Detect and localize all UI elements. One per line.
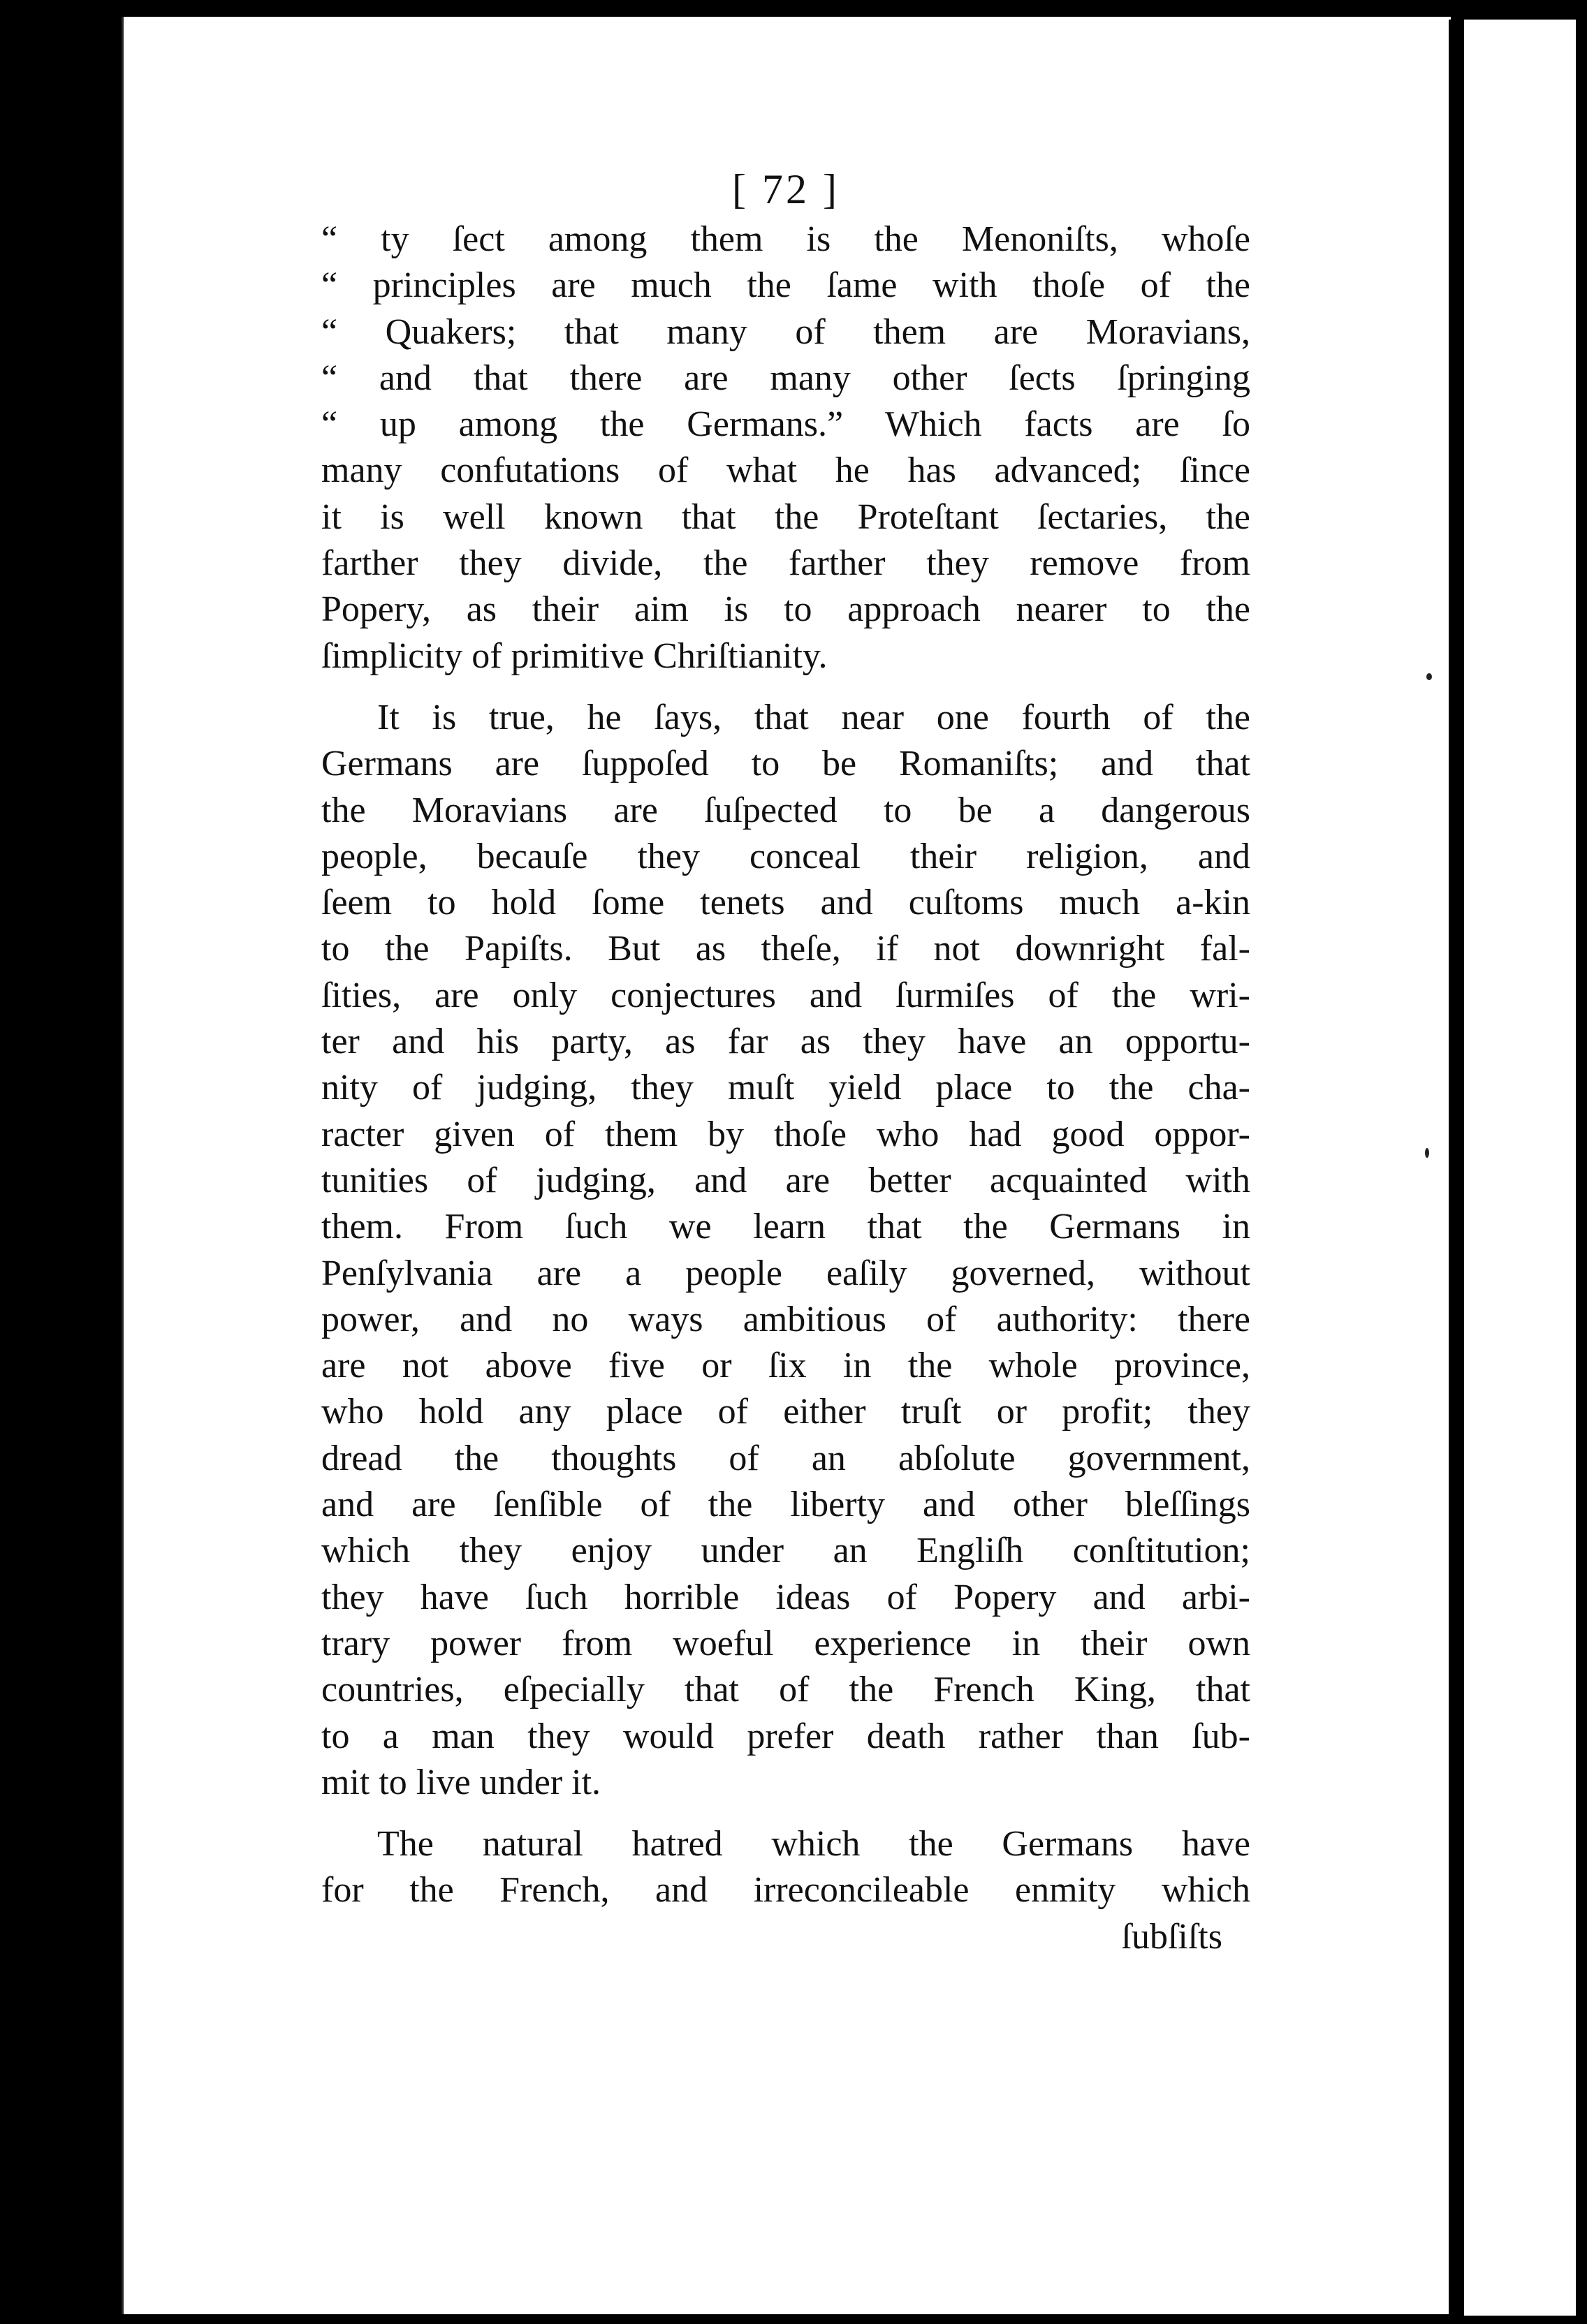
text-line: Penſylvania are a people eaſily governed, without — [321, 1253, 1250, 1293]
text-line: dread the thoughts of an abſolute government, — [321, 1438, 1250, 1478]
paragraph-gap — [321, 679, 1250, 695]
text-line: which they enjoy under an Engliſh conſtitution; — [321, 1531, 1250, 1571]
text-line: “ ty ſect among them is the Menoniſts, whoſe — [321, 219, 1250, 259]
facing-page-edge — [1464, 20, 1576, 2316]
text-line: tunities of judging, and are better acquainted with — [321, 1160, 1250, 1200]
text-line: mit to live under it. — [321, 1762, 601, 1802]
text-line: are not above five or ſix in the whole province, — [321, 1346, 1250, 1386]
scan-top-border — [0, 0, 1587, 17]
text-line: ter and his party, as far as they have an opportu- — [321, 1022, 1250, 1062]
text-line: “ principles are much the ſame with thoſe of the — [321, 265, 1250, 306]
page-text — [321, 166, 1250, 1960]
text-line: Popery, as their aim is to approach nearer to the — [321, 589, 1250, 630]
text-line: power, and no ways ambitious of authority: there — [321, 1299, 1250, 1339]
text-line: trary power from woeful experience in their own — [321, 1623, 1250, 1663]
text-line: to the Papiſts. But as theſe, if not downright fal- — [321, 929, 1250, 969]
text-line: It is true, he ſays, that near one fourth of the — [377, 697, 1250, 737]
paragraph-gap — [321, 1806, 1250, 1821]
text-line: nity of judging, they muſt yield place to the cha- — [321, 1068, 1250, 1108]
text-line: the Moravians are ſuſpected to be a dangerous — [321, 790, 1250, 830]
paragraph-2 — [321, 695, 1250, 1806]
text-line: countries, eſpecially that of the French King, that — [321, 1670, 1250, 1710]
text-line: who hold any place of either truſt or profit; they — [321, 1392, 1250, 1432]
text-line: ſimplicity of primitive Chriſtianity. — [321, 635, 828, 676]
page-number: [ 72 ] — [732, 166, 840, 212]
text-line: “ Quakers; that many of them are Moravians, — [321, 311, 1250, 352]
text-line: “ and that there are many other ſects ſpringing — [321, 358, 1250, 398]
text-line: to a man they would prefer death rather than ſub- — [321, 1716, 1250, 1756]
scan-speck — [1425, 1148, 1429, 1158]
text-line: ſeem to hold ſome tenets and cuſtoms much a-kin — [321, 883, 1250, 923]
text-line: they have ſuch horrible ideas of Popery and arbi- — [321, 1577, 1250, 1617]
scan-speck — [1426, 673, 1432, 680]
text-line: farther they divide, the farther they remove from — [321, 543, 1250, 584]
text-line: racter given of them by thoſe who had good oppor- — [321, 1114, 1250, 1154]
text-line: for the French, and irreconcileable enmity which — [321, 1870, 1250, 1911]
page-gutter — [1449, 20, 1464, 2316]
paragraph-1 — [321, 216, 1250, 679]
text-line: and are ſenſible of the liberty and other bleſſings — [321, 1485, 1250, 1525]
text-line: Germans are ſuppoſed to be Romaniſts; and that — [321, 744, 1250, 784]
text-line: people, becauſe they conceal their religion, and — [321, 836, 1250, 876]
text-line: it is well known that the Proteſtant ſectaries, the — [321, 497, 1250, 537]
text-line: many confutations of what he has advanced; ſince — [321, 450, 1250, 491]
text-line: ſities, are only conjectures and ſurmiſes of the wri- — [321, 975, 1250, 1015]
catchword: ſubſiſts — [1121, 1916, 1222, 1957]
text-line: “ up among the Germans.” Which facts are ſo — [321, 404, 1250, 445]
text-line: them. From ſuch we learn that the Germans in — [321, 1207, 1250, 1247]
paragraph-3 — [321, 1821, 1250, 1914]
text-line: The natural hatred which the Germans have — [377, 1824, 1250, 1865]
